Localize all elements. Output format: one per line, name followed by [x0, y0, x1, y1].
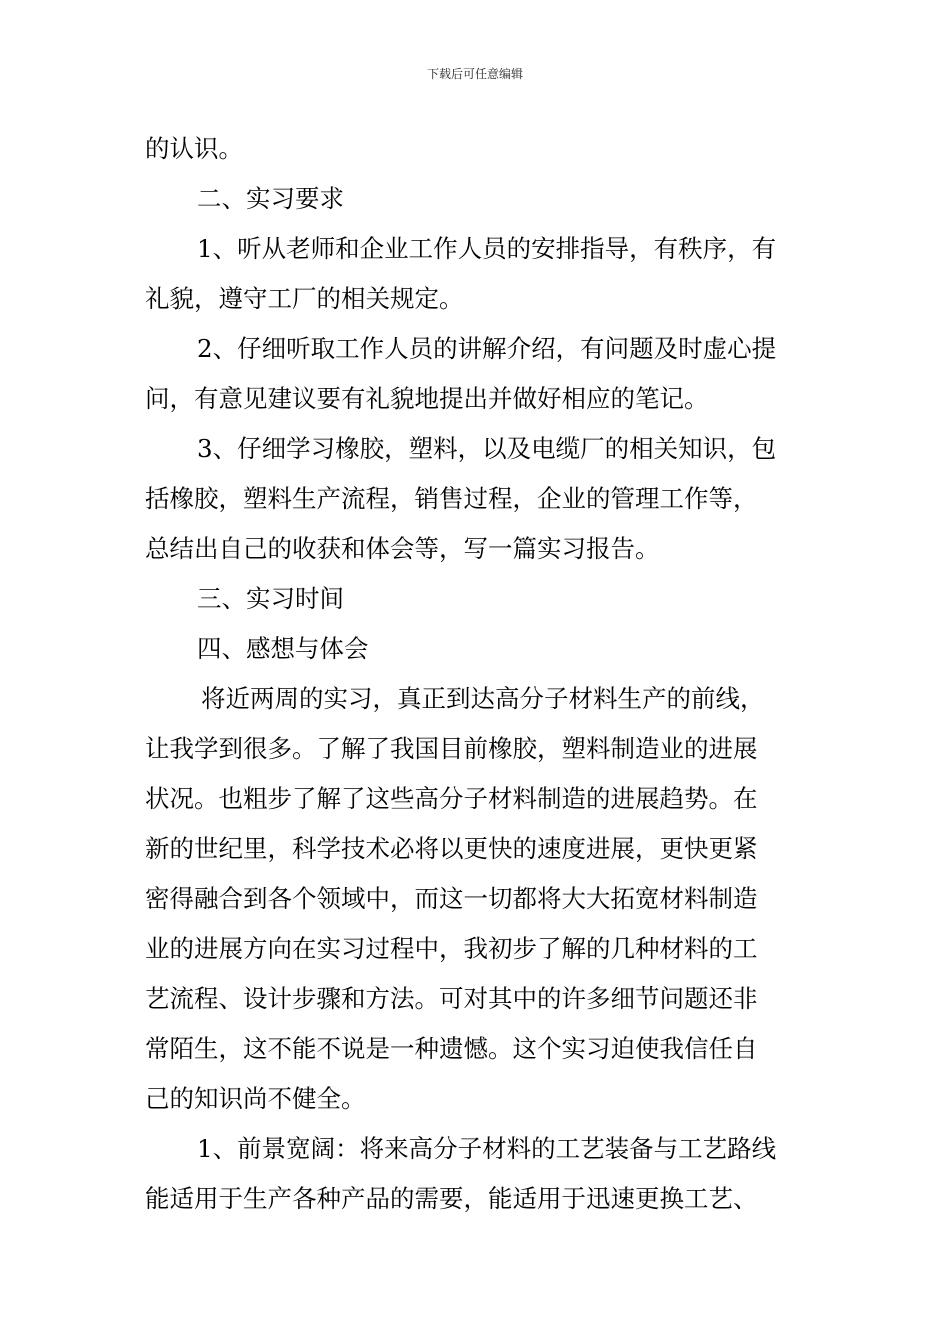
text-line: 括橡胶，塑料生产流程，销售过程，企业的管理工作等，: [145, 484, 758, 513]
text-line: 业的进展方向在实习过程中，我初步了解的几种材料的工: [145, 934, 758, 963]
text-line: 能适用于生产各种产品的需要，能适用于迅速更换工艺、: [145, 1184, 758, 1213]
section-heading-requirements: 二、实习要求: [197, 184, 344, 213]
text-line: 1、前景宽阔：将来高分子材料的工艺装备与工艺路线: [197, 1134, 777, 1163]
text-line: 让我学到很多。了解了我国目前橡胶，塑料制造业的进展: [145, 734, 758, 763]
text-line: 艺流程、设计步骤和方法。可对其中的许多细节问题还非: [145, 984, 758, 1013]
text-line: 3、仔细学习橡胶，塑料，以及电缆厂的相关知识，包: [197, 434, 777, 463]
text-line: 2、仔细听取工作人员的讲解介绍，有问题及时虚心提: [197, 334, 777, 363]
section-heading-reflections: 四、感想与体会: [197, 634, 369, 663]
text-line: 的认识。: [145, 134, 243, 163]
page-header: 下载后可任意编辑: [426, 67, 523, 81]
text-line: 问，有意见建议要有礼貌地提出并做好相应的笔记。: [145, 384, 709, 413]
text-line: 状况。也粗步了解了这些高分子材料制造的进展趋势。在: [145, 784, 758, 813]
text-line: 将近两周的实习，真正到达高分子材料生产的前线，: [201, 684, 765, 713]
section-heading-time: 三、实习时间: [197, 584, 344, 613]
text-line: 己的知识尚不健全。: [145, 1084, 366, 1113]
text-line: 1、听从老师和企业工作人员的安排指导，有秩序，有: [197, 234, 777, 263]
text-line: 常陌生，这不能不说是一种遗憾。这个实习迫使我信任自: [145, 1034, 758, 1063]
document-body: [145, 124, 810, 1224]
text-line: 新的世纪里，科学技术必将以更快的速度进展，更快更紧: [145, 834, 758, 863]
text-line: 密得融合到各个领域中，而这一切都将大大拓宽材料制造: [145, 884, 758, 913]
text-line: 总结出自己的收获和体会等，写一篇实习报告。: [145, 534, 660, 563]
text-line: 礼貌，遵守工厂的相关规定。: [145, 284, 464, 313]
